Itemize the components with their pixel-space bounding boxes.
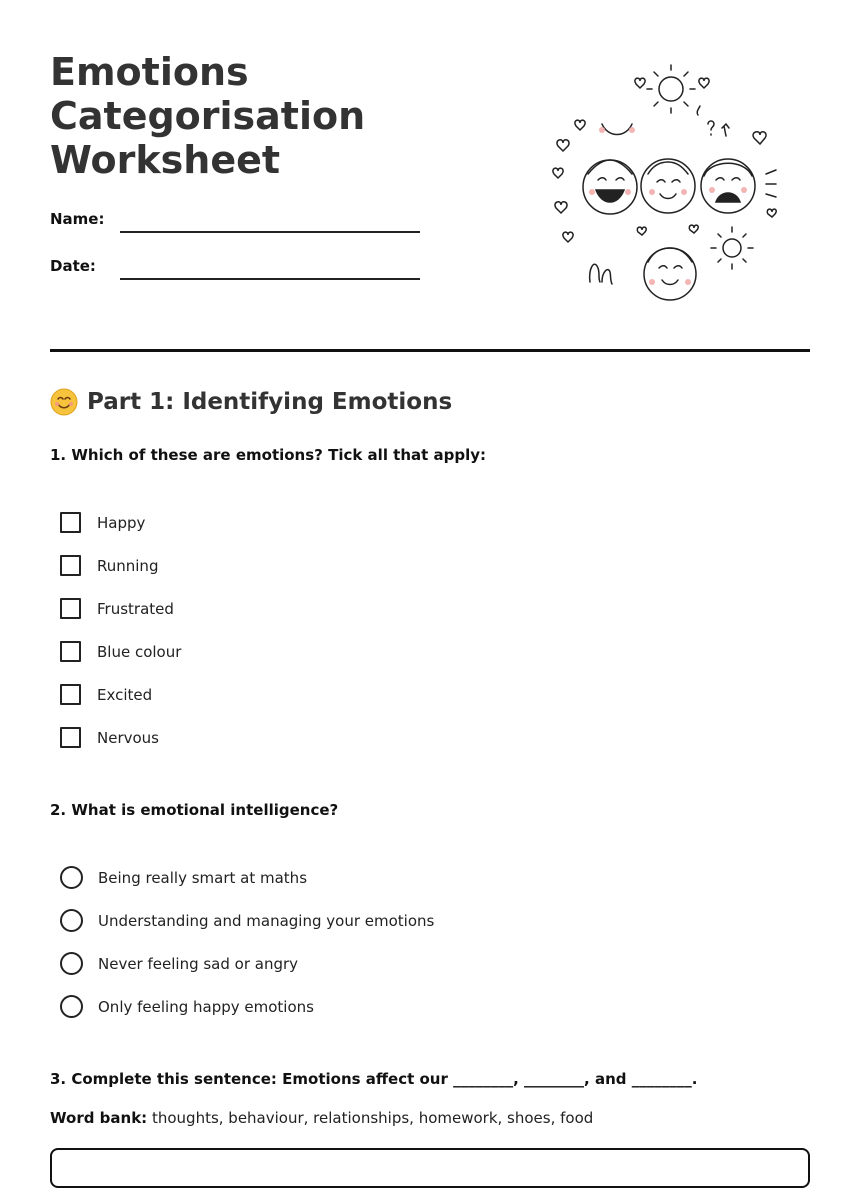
date-label: Date: — [50, 257, 96, 275]
option-never-sad[interactable] — [60, 952, 298, 975]
title-line: Categorisation — [50, 94, 366, 138]
option-label: Only feeling happy emotions — [98, 997, 314, 1016]
radio-button[interactable] — [60, 866, 83, 889]
part1-title: Part 1: Identifying Emotions — [87, 389, 453, 415]
option-happy[interactable] — [60, 512, 145, 533]
word-bank — [50, 1109, 593, 1127]
radio-button[interactable] — [60, 952, 83, 975]
option-excited[interactable] — [60, 684, 152, 705]
option-label: Nervous — [97, 728, 159, 747]
worksheet-title — [50, 50, 365, 182]
question-1: 1. Which of these are emotions? Tick all that apply: — [50, 446, 487, 464]
checkbox[interactable] — [60, 641, 81, 662]
option-frustrated[interactable] — [60, 598, 174, 619]
title-line: Emotions — [50, 50, 249, 94]
option-label: Excited — [97, 685, 153, 704]
checkbox[interactable] — [60, 555, 81, 576]
option-label: Understanding and managing your emotions — [98, 911, 435, 930]
section-divider — [50, 349, 810, 352]
word-bank-words: thoughts, behaviour, relationships, homework, shoes, food — [151, 1109, 594, 1127]
question-2: 2. What is emotional intelligence? — [50, 801, 339, 819]
option-running[interactable] — [60, 555, 158, 576]
option-nervous[interactable] — [60, 727, 159, 748]
checkbox[interactable] — [60, 598, 81, 619]
checkbox[interactable] — [60, 512, 81, 533]
answer-box[interactable] — [50, 1148, 810, 1188]
option-only-happy[interactable] — [60, 995, 314, 1018]
radio-button[interactable] — [60, 995, 83, 1018]
option-smart-at-maths[interactable] — [60, 866, 307, 889]
date-field[interactable] — [120, 278, 420, 280]
option-label: Being really smart at maths — [98, 868, 308, 887]
option-label: Never feeling sad or angry — [98, 954, 299, 973]
radio-button[interactable] — [60, 909, 83, 932]
option-label: Happy — [97, 513, 146, 532]
option-label: Frustrated — [97, 599, 174, 618]
word-bank-label: Word bank: — [50, 1109, 148, 1127]
option-understanding-emotions[interactable] — [60, 909, 434, 932]
children-emotions-doodle-icon — [540, 62, 790, 307]
checkbox[interactable] — [60, 684, 81, 705]
option-blue-colour[interactable] — [60, 641, 181, 662]
checkbox[interactable] — [60, 727, 81, 748]
option-label: Blue colour — [97, 642, 182, 661]
title-line: Worksheet — [50, 138, 281, 182]
option-label: Running — [97, 556, 159, 575]
name-field[interactable] — [120, 231, 420, 233]
smiling-face-icon — [50, 388, 78, 416]
part1-heading — [50, 388, 452, 416]
question-3: 3. Complete this sentence: Emotions affect our ________, ________, and ________. — [50, 1070, 698, 1088]
name-label: Name: — [50, 210, 105, 228]
